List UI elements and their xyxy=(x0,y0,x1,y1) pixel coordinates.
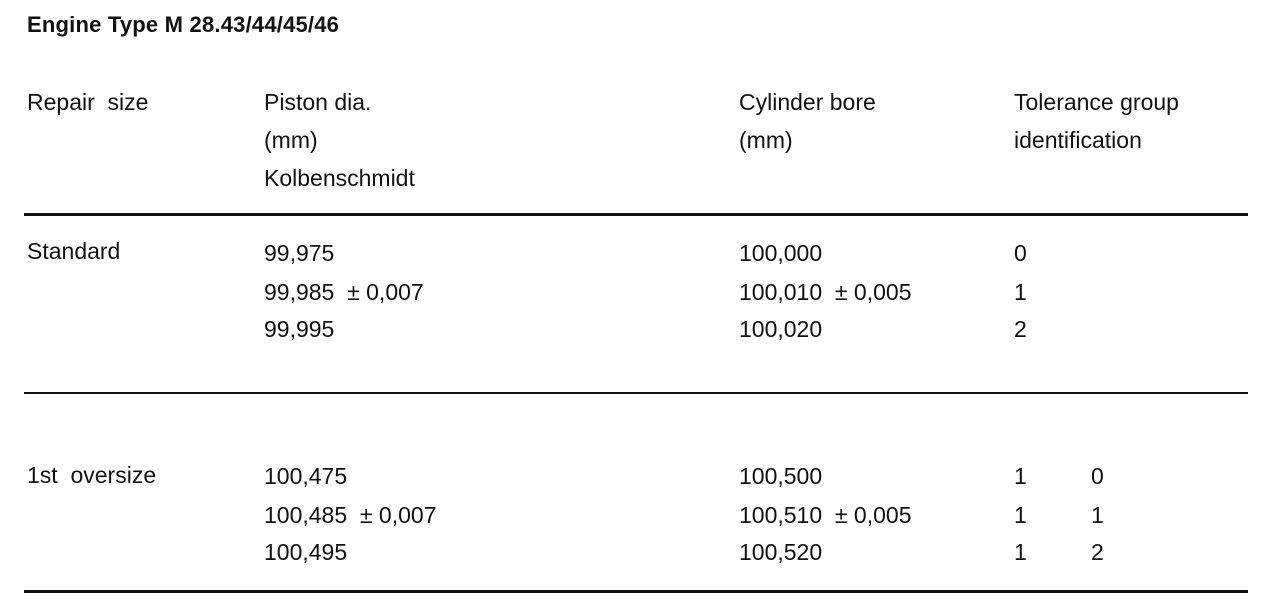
tolerance-group-value: 1 xyxy=(1014,502,1027,528)
tolerance-group-value: 0 xyxy=(1014,240,1027,266)
header-piston-dia-line2: (mm) xyxy=(264,127,318,153)
tolerance-group-value: 1 xyxy=(1014,539,1027,565)
header-divider xyxy=(24,213,1248,216)
row-repair-size: Standard xyxy=(27,238,121,264)
row-divider xyxy=(24,392,1248,394)
cylinder-bore-value: 100,000 xyxy=(739,240,823,266)
piston-dia-value: 99,985 ± 0,007 xyxy=(264,279,424,305)
piston-dia-value: 99,995 xyxy=(264,316,335,342)
header-repair-size: Repair size xyxy=(27,89,149,115)
tolerance-group-value: 2 xyxy=(1014,316,1027,342)
header-cylinder-bore-line1: Cylinder bore xyxy=(739,89,876,115)
piston-dia-value: 100,495 xyxy=(264,539,348,565)
piston-dia-value: 100,475 xyxy=(264,463,348,489)
cylinder-bore-value: 100,010 ± 0,005 xyxy=(739,279,912,305)
row-repair-size: 1st oversize xyxy=(27,462,157,488)
header-cylinder-bore-line2: (mm) xyxy=(739,127,793,153)
tolerance-group-value: 2 xyxy=(1091,539,1104,565)
header-piston-dia-line1: Piston dia. xyxy=(264,89,372,115)
tolerance-group-value: 0 xyxy=(1091,463,1104,489)
document-title: Engine Type M 28.43/44/45/46 xyxy=(27,12,340,37)
cylinder-bore-value: 100,510 ± 0,005 xyxy=(739,502,912,528)
tolerance-group-value: 1 xyxy=(1091,502,1104,528)
cylinder-bore-value: 100,500 xyxy=(739,463,823,489)
cylinder-bore-value: 100,520 xyxy=(739,539,823,565)
table-bottom-rule xyxy=(24,590,1248,593)
tolerance-group-value: 1 xyxy=(1014,279,1027,305)
piston-dia-value: 100,485 ± 0,007 xyxy=(264,502,437,528)
header-tolerance-group-line1: Tolerance group xyxy=(1014,89,1179,115)
tolerance-group-value: 1 xyxy=(1014,463,1027,489)
header-tolerance-group-line2: identification xyxy=(1014,127,1142,153)
piston-dia-value: 99,975 xyxy=(264,240,335,266)
header-piston-dia-line3: Kolbenschmidt xyxy=(264,165,415,191)
cylinder-bore-value: 100,020 xyxy=(739,316,823,342)
